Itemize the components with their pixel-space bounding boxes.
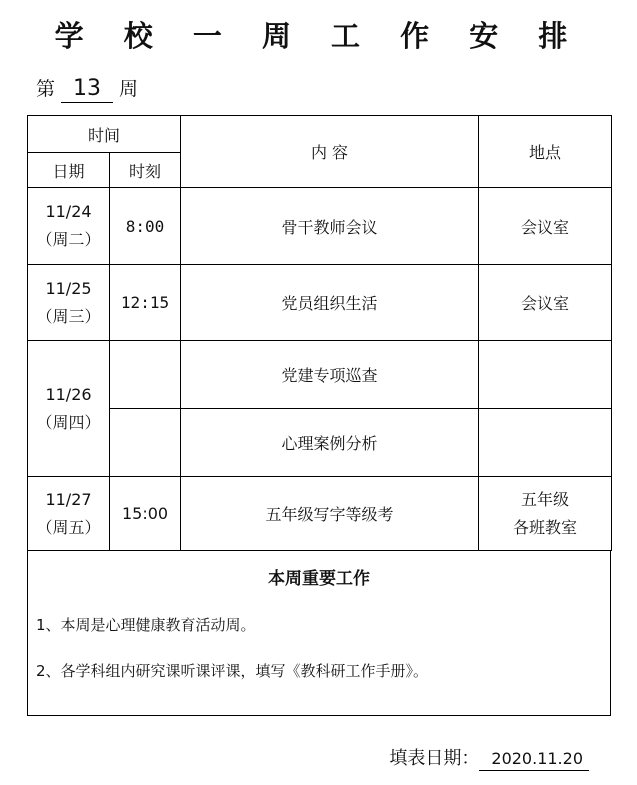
fill-date-line xyxy=(389,744,589,771)
summary-item: 2、各学科组内研究课听课评课，填写《教科研工作手册》。 xyxy=(36,662,429,680)
summary-heading: 本周重要工作 xyxy=(268,569,370,589)
weekly-summary xyxy=(27,550,611,716)
weekday: （周四） xyxy=(36,412,101,432)
week-suffix: 周 xyxy=(119,78,139,100)
content-cell: 党员组织生活 xyxy=(181,265,479,341)
schedule-table xyxy=(27,115,612,551)
date: 11/27 xyxy=(45,489,92,509)
time-cell: 8:00 xyxy=(110,188,181,265)
table-row xyxy=(28,409,612,477)
table-row xyxy=(28,188,612,265)
header-date: 日期 xyxy=(28,153,110,188)
table-row xyxy=(28,341,612,409)
content-cell: 心理案例分析 xyxy=(181,409,479,477)
location-cell xyxy=(479,341,612,409)
fill-date-label: 填表日期： xyxy=(389,748,480,769)
date-cell xyxy=(28,265,110,341)
location-cell xyxy=(479,477,612,551)
header-location: 地点 xyxy=(479,116,612,188)
location-line: 五年级 xyxy=(521,489,570,509)
date-cell xyxy=(28,188,110,265)
header-content: 内 容 xyxy=(181,116,479,188)
weekday: （周五） xyxy=(36,517,101,537)
header-time-group: 时间 xyxy=(28,116,181,153)
summary-item: 1、本周是心理健康教育活动周。 xyxy=(36,616,256,634)
time-cell xyxy=(110,341,181,409)
page-title: 学 校 一 周 工 作 安 排 xyxy=(54,19,583,53)
header-clock: 时刻 xyxy=(110,153,181,188)
time-cell xyxy=(110,409,181,477)
table-row xyxy=(28,477,612,551)
date-cell xyxy=(28,341,110,477)
weekday: （周三） xyxy=(36,306,101,326)
week-number: 13 xyxy=(61,76,113,103)
location-cell: 会议室 xyxy=(479,188,612,265)
location-cell xyxy=(479,409,612,477)
date: 11/24 xyxy=(45,202,92,221)
location-cell: 会议室 xyxy=(479,265,612,341)
time-cell: 12:15 xyxy=(110,265,181,341)
fill-date-value: 2020.11.20 xyxy=(479,748,589,771)
table-row xyxy=(28,265,612,341)
date-cell xyxy=(28,477,110,551)
content-cell: 骨干教师会议 xyxy=(181,188,479,265)
location-line: 各班教室 xyxy=(513,517,578,537)
date: 11/26 xyxy=(45,384,92,404)
week-number-line xyxy=(36,74,138,103)
weekday: （周二） xyxy=(36,230,101,249)
content-cell: 党建专项巡查 xyxy=(181,341,479,409)
date: 11/25 xyxy=(45,278,92,298)
content-cell: 五年级写字等级考 xyxy=(181,477,479,551)
time-cell: 15:00 xyxy=(110,477,181,551)
week-prefix: 第 xyxy=(36,78,56,100)
